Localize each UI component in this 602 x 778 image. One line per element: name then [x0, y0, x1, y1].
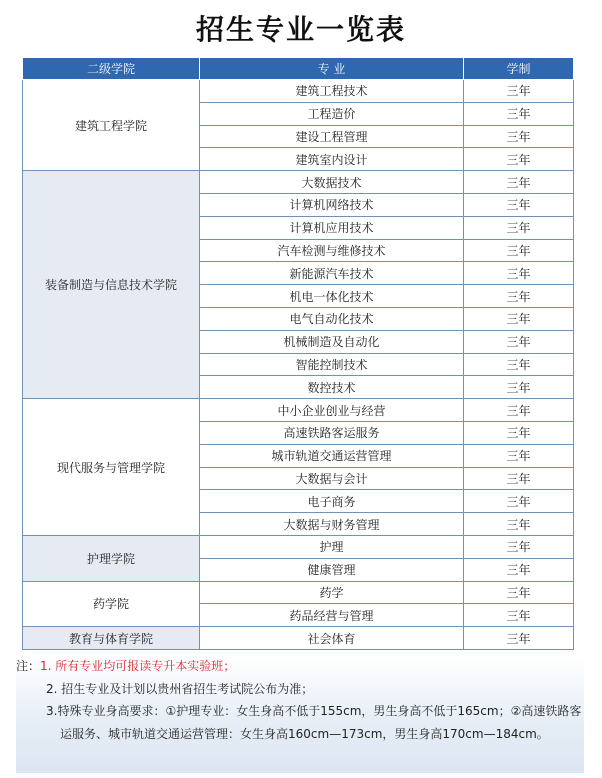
major-cell: 机电一体化技术 [200, 285, 464, 308]
header-major: 专 业 [200, 58, 464, 80]
major-cell: 社会体育 [200, 627, 464, 650]
college-cell: 药学院 [23, 581, 200, 627]
duration-cell: 三年 [464, 102, 574, 125]
duration-cell: 三年 [464, 399, 574, 422]
page-title: 招生专业一览表 [195, 13, 406, 46]
major-cell: 汽车检测与维修技术 [200, 239, 464, 262]
major-cell: 智能控制技术 [200, 353, 464, 376]
major-cell: 药学 [200, 581, 464, 604]
major-cell: 建筑工程技术 [200, 80, 464, 103]
note-line-1 [16, 655, 584, 678]
college-cell: 护理学院 [23, 535, 200, 581]
duration-cell: 三年 [464, 125, 574, 148]
major-cell: 大数据技术 [200, 171, 464, 194]
major-cell: 电气自动化技术 [200, 307, 464, 330]
major-cell: 机械制造及自动化 [200, 330, 464, 353]
duration-cell: 三年 [464, 421, 574, 444]
duration-cell: 三年 [464, 604, 574, 627]
duration-cell: 三年 [464, 216, 574, 239]
major-cell: 计算机网络技术 [200, 193, 464, 216]
table-row [23, 627, 574, 650]
notes-panel [16, 655, 584, 773]
header-duration: 学制 [464, 58, 574, 80]
table-header-row [23, 58, 574, 80]
table-row [23, 399, 574, 422]
duration-cell: 三年 [464, 535, 574, 558]
majors-table [22, 57, 574, 650]
college-cell: 建筑工程学院 [23, 80, 200, 171]
major-cell: 大数据与会计 [200, 467, 464, 490]
note-prefix: 注： [16, 659, 41, 673]
major-cell: 电子商务 [200, 490, 464, 513]
major-cell: 健康管理 [200, 558, 464, 581]
duration-cell: 三年 [464, 513, 574, 536]
table-row [23, 171, 574, 194]
note-3-continued: 运服务、城市轨道交通运营管理：女生身高160cm—173cm，男生身高170cm—184cm。 [60, 726, 549, 741]
duration-cell: 三年 [464, 307, 574, 330]
header-college: 二级学院 [23, 58, 200, 80]
major-cell: 工程造价 [200, 102, 464, 125]
major-cell: 建设工程管理 [200, 125, 464, 148]
duration-cell: 三年 [464, 490, 574, 513]
duration-cell: 三年 [464, 262, 574, 285]
duration-cell: 三年 [464, 376, 574, 399]
duration-cell: 三年 [464, 171, 574, 194]
college-cell: 装备制造与信息技术学院 [23, 171, 200, 399]
table-row [23, 80, 574, 103]
major-cell: 计算机应用技术 [200, 216, 464, 239]
duration-cell: 三年 [464, 558, 574, 581]
major-cell: 高速铁路客运服务 [200, 421, 464, 444]
major-cell: 建筑室内设计 [200, 148, 464, 171]
table-row [23, 581, 574, 604]
duration-cell: 三年 [464, 353, 574, 376]
duration-cell: 三年 [464, 193, 574, 216]
duration-cell: 三年 [464, 467, 574, 490]
duration-cell: 三年 [464, 80, 574, 103]
major-cell: 药品经营与管理 [200, 604, 464, 627]
major-cell: 新能源汽车技术 [200, 262, 464, 285]
table-row [23, 535, 574, 558]
major-cell: 大数据与财务管理 [200, 513, 464, 536]
major-cell: 中小企业创业与经营 [200, 399, 464, 422]
note-1: 1. 所有专业均可报读专升本实验班； [40, 659, 236, 673]
duration-cell: 三年 [464, 239, 574, 262]
duration-cell: 三年 [464, 330, 574, 353]
duration-cell: 三年 [464, 148, 574, 171]
note-3: 3.特殊专业身高要求：①护理专业：女生身高不低于155cm，男生身高不低于165cm；②高速铁路客 [46, 704, 582, 718]
college-cell: 教育与体育学院 [23, 627, 200, 650]
major-cell: 数控技术 [200, 376, 464, 399]
note-2: 2. 招生专业及计划以贵州省招生考试院公布为准； [46, 681, 314, 696]
duration-cell: 三年 [464, 285, 574, 308]
duration-cell: 三年 [464, 627, 574, 650]
duration-cell: 三年 [464, 581, 574, 604]
major-cell: 城市轨道交通运营管理 [200, 444, 464, 467]
duration-cell: 三年 [464, 444, 574, 467]
major-cell: 护理 [200, 535, 464, 558]
college-cell: 现代服务与管理学院 [23, 399, 200, 536]
